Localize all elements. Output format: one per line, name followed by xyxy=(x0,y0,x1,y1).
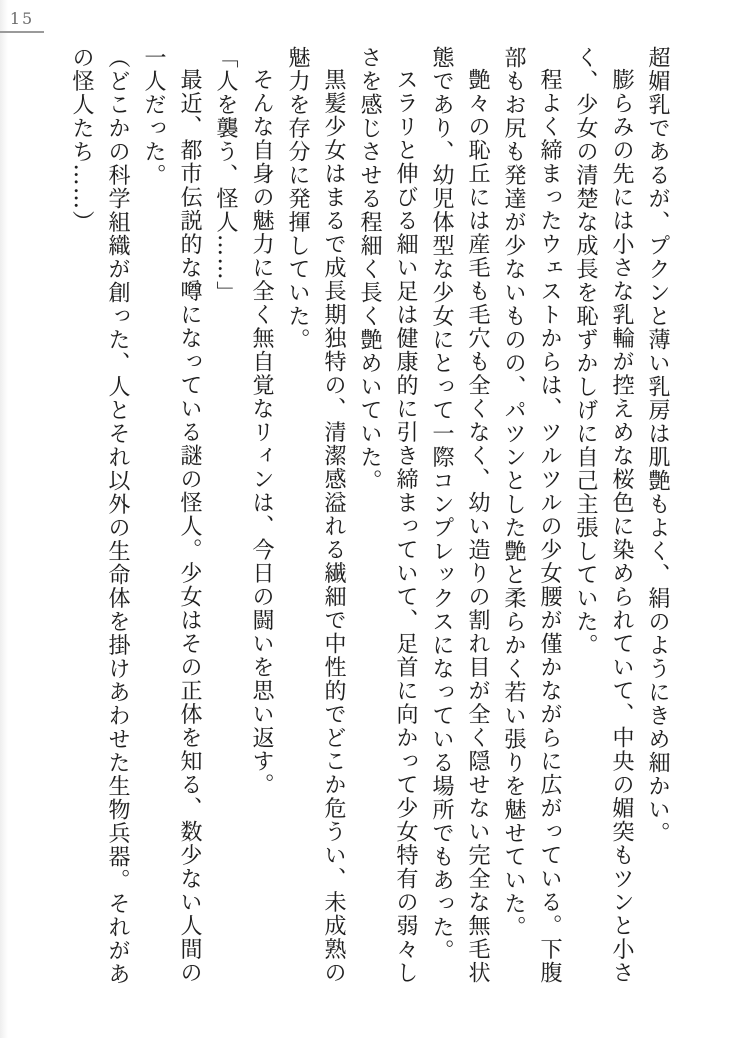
paragraph: スラリと伸びる細い足は健康的に引き締まっていて、足首に向かって少女特有の弱々しさを感じさせる程細く長く艶めいていた。 xyxy=(357,46,418,985)
paragraph: 程よく締まったウェストからは、ツルツルの少女腰が僅かながらに広がっている。下腹部もお尻も発達が少ないものの、パツンとした艶と柔らかく若い張りを魅せていた。 xyxy=(501,46,562,985)
body-text xyxy=(63,46,675,987)
paragraph: 超媚乳であるが、プクンと薄い乳房は肌艶もよく、絹のようにきめ細かい。 xyxy=(645,46,670,845)
paragraph: そんな自身の魅力に全く無自覚なリィンは、今日の闘いを思い返す。 xyxy=(249,68,274,797)
page-left-edge-shading xyxy=(0,0,8,1038)
paragraph: 黒髪少女はまるで成長期独特の、清潔感溢れる繊細で中性的でどこか危うい、未成熟の魅力を存分に発揮していた。 xyxy=(285,46,346,985)
paragraph: 最近、都市伝説的な噂になっている謎の怪人。少女はその正体を知る、数少ない人間の一人だった。 xyxy=(141,46,202,985)
paragraph: 艶々の恥丘には産毛も毛穴も全くなく、幼い造りの割れ目が全く隠せない完全な無毛状態であり、幼児体型な少女にとって一際コンプレックスになっている場所でもあった。 xyxy=(429,46,490,985)
paragraph: （どこかの科学組織が創った、人とそれ以外の生命体を掛けあわせた生物兵器。それがあの怪人たち……） xyxy=(69,46,130,986)
paragraph: 「人を襲う、怪人……」 xyxy=(213,46,238,305)
page-number-block xyxy=(0,9,44,33)
paragraph: 膨らみの先には小さな乳輪が控えめな桜色に染められていて、中央の媚突もツンと小さく、少女の清楚な成長を恥ずかしげに自己主張していた。 xyxy=(573,46,634,985)
page-number: 15 xyxy=(9,9,35,28)
